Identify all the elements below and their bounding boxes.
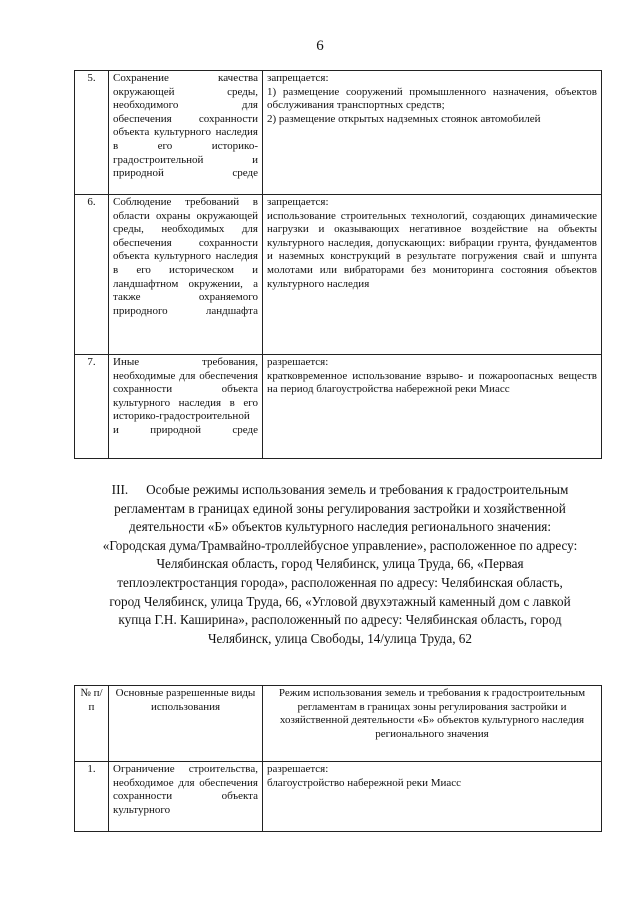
requirement-category: Ограничение строительства, необходимое для обеспечения сохранности объекта культурного — [109, 762, 263, 832]
requirement-mode: разрешается: — [267, 356, 329, 368]
header-requirements: Режим использования земель и требования к градостроительным регламентам в границах зоны регулирования застройки и хозяйственной деятельности «Б» объектов культурного наследия регионального значения — [263, 686, 602, 762]
requirement-cell — [263, 195, 602, 355]
row-number: 7. — [75, 355, 109, 459]
requirement-category: Сохранение качества окружающей среды, необходимого для обеспечения сохранности объекта культурного наследия в его историко-градостроительной и природной среде — [109, 71, 263, 195]
table-row — [75, 762, 602, 832]
requirement-cell — [263, 71, 602, 195]
header-use-types: Основные разрешенные виды использования — [109, 686, 263, 762]
table-row — [75, 71, 602, 195]
requirement-category: Иные требования, необходимые для обеспечения сохранности объекта культурного наследия в его историко-градостроительной и природной среде — [109, 355, 263, 459]
section-heading — [100, 481, 580, 648]
row-number: 5. — [75, 71, 109, 195]
requirement-mode: разрешается: — [267, 763, 329, 775]
requirement-text: использование строительных технологий, создающих динамические нагрузки и оказывающих негативное воздействие на объекты культурного наследия, допускающих: вибрации грунта, фундаментов и наземных конструкций в результате погружения свай и шпунта молотами или вибраторами без мониторинга состояния объектов культурного наследия — [267, 209, 597, 290]
requirement-category: Соблюдение требований в области охраны окружающей среды, необходимых для обеспечения сохранности объекта культурного наследия в его историческом и ландшафтном окружении, а также охраняемого природного ландшафта — [109, 195, 263, 355]
requirement-text: 1) размещение сооружений промышленного назначения, объектов обслуживания транспортных средств; — [267, 85, 597, 112]
table-row — [75, 195, 602, 355]
requirement-mode: запрещается: — [267, 72, 329, 84]
row-number: 6. — [75, 195, 109, 355]
row-number: 1. — [75, 762, 109, 832]
section-title: Особые режимы использования земель и требования к градостроительным регламентам в границах единой зоны регулирования застройки и хозяйственной деятельности «Б» объектов культурного наследия регионального значения: «Городская дума/Трамвайно-троллейбусное управление», расположенное по адресу: Челябинская область, город Челябинск, улица Труда, 66, «Первая теплоэлектростанция города», расположенная по адресу: Челябинская область, город Челябинск, улица Труда, 66, «Угловой двухэтажный каменный дом с лавкой купца Г.Н. Каширина», расположенный по адресу: Челябинская область, город Челябинск, улица Свободы, 14/улица Труда, 62 — [102, 482, 578, 646]
requirements-table-zone-a — [74, 70, 602, 459]
requirement-text: 2) размещение открытых надземных стоянок автомобилей — [267, 112, 541, 125]
requirement-mode: запрещается: — [267, 196, 329, 208]
requirements-table-zone-b — [74, 685, 602, 832]
header-number: № п/п — [75, 686, 109, 762]
requirement-text: благоустройство набережной реки Миасс — [267, 776, 462, 789]
table-header-row — [75, 686, 602, 762]
table-row — [75, 355, 602, 459]
requirement-cell — [263, 762, 602, 832]
section-number: III. — [111, 482, 129, 497]
requirement-cell — [263, 355, 602, 459]
requirement-text: кратковременное использование взрыво- и пожароопасных веществ на период благоустройства набережной реки Миасс — [267, 369, 597, 396]
page-number: 6 — [316, 38, 324, 54]
